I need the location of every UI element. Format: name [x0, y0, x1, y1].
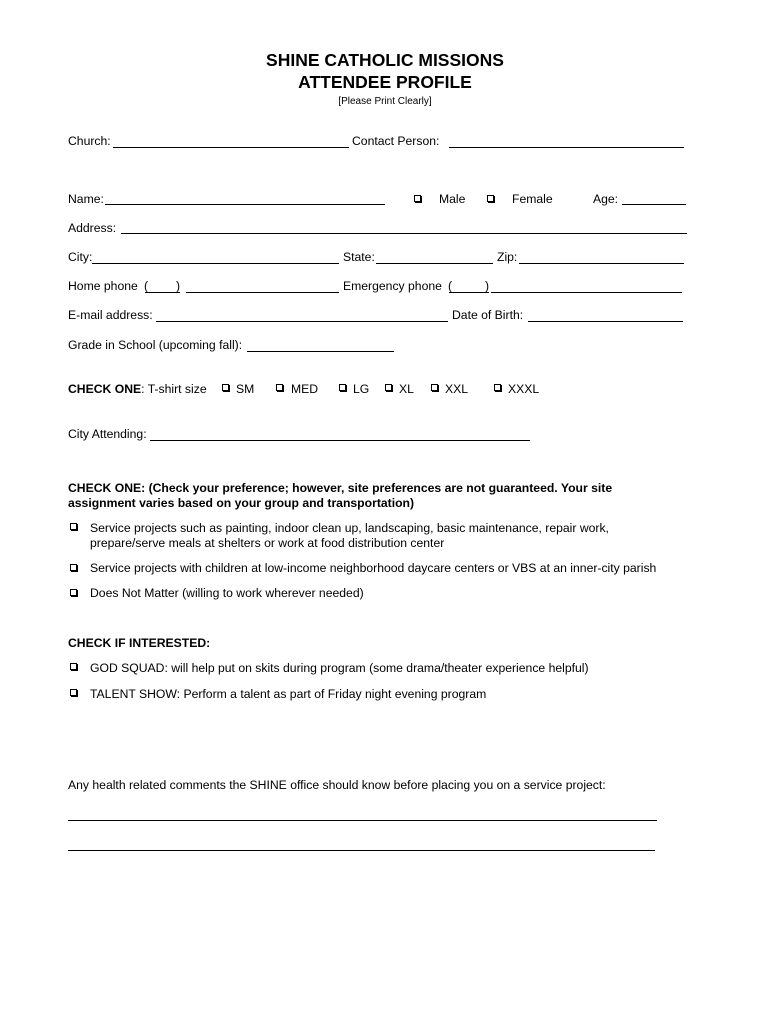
age-field[interactable] [622, 204, 686, 205]
home-phone-paren-close: ) [176, 279, 181, 293]
email-label: E-mail address: [68, 308, 153, 322]
grade-label: Grade in School (upcoming fall): [68, 338, 243, 352]
city-attending-field[interactable] [150, 440, 530, 441]
grade-field[interactable] [247, 351, 394, 352]
preference-option-1-checkbox[interactable] [70, 523, 77, 530]
preference-option-2-label: Service projects with children at low-income neighborhood daycare centers or VBS at an inner-city parish [90, 561, 657, 575]
tshirt-xxl-label: XXL [445, 382, 469, 396]
age-label: Age: [593, 192, 619, 206]
health-comments-line-2[interactable] [68, 850, 655, 851]
tshirt-med-label: MED [291, 382, 319, 396]
tshirt-lg-label: LG [353, 382, 370, 396]
female-checkbox[interactable] [487, 195, 494, 202]
health-comments-prompt: Any health related comments the SHINE office should know before placing you on a service project: [68, 778, 606, 792]
preference-heading-line2: assignment varies based on your group and transportation) [68, 496, 415, 510]
emergency-phone-field[interactable] [491, 292, 682, 293]
tshirt-label-bold: CHECK ONE [68, 382, 142, 396]
home-phone-label: Home phone [68, 279, 138, 293]
preference-option-2-checkbox[interactable] [70, 564, 77, 571]
emergency-phone-label: Emergency phone [343, 279, 442, 293]
city-field[interactable] [92, 263, 339, 264]
talent-show-checkbox[interactable] [70, 689, 77, 696]
name-field[interactable] [105, 204, 385, 205]
tshirt-xxl-checkbox[interactable] [431, 384, 438, 391]
health-comments-line-1[interactable] [68, 820, 657, 821]
emergency-phone-paren-open: ( [448, 279, 453, 293]
zip-field[interactable] [519, 263, 684, 264]
tshirt-label [68, 382, 207, 396]
home-phone-field[interactable] [186, 292, 339, 293]
female-label: Female [512, 192, 553, 206]
god-squad-label: GOD SQUAD: will help put on skits during program (some drama/theater experience helpful) [90, 661, 589, 675]
tshirt-xl-checkbox[interactable] [385, 384, 392, 391]
form-title-line1: SHINE CATHOLIC MISSIONS [266, 50, 504, 70]
interests-heading: CHECK IF INTERESTED: [68, 636, 211, 650]
state-label: State: [343, 250, 375, 264]
address-label: Address: [68, 221, 117, 235]
preference-heading-line1: CHECK ONE: (Check your preference; however, site preferences are not guaranteed. Your site [68, 481, 613, 495]
talent-show-label: TALENT SHOW: Perform a talent as part of Friday night evening program [90, 687, 487, 701]
church-field[interactable] [113, 147, 349, 148]
contact-person-label: Contact Person: [352, 134, 440, 148]
tshirt-med-checkbox[interactable] [276, 384, 283, 391]
form-title-line2: ATTENDEE PROFILE [298, 72, 472, 92]
dob-field[interactable] [528, 321, 683, 322]
tshirt-sm-checkbox[interactable] [222, 384, 229, 391]
city-attending-label: City Attending: [68, 427, 147, 441]
tshirt-sm-label: SM [236, 382, 255, 396]
tshirt-xxxl-checkbox[interactable] [494, 384, 501, 391]
home-phone-paren-open: ( [144, 279, 149, 293]
email-field[interactable] [156, 321, 448, 322]
name-label: Name: [68, 192, 104, 206]
tshirt-label-rest: : T-shirt size [141, 382, 207, 396]
emergency-phone-paren-close: ) [485, 279, 490, 293]
emergency-phone-area-code-field[interactable] [449, 292, 489, 293]
tshirt-xl-label: XL [399, 382, 414, 396]
contact-person-field[interactable] [449, 147, 684, 148]
god-squad-checkbox[interactable] [70, 663, 77, 670]
male-label: Male [439, 192, 466, 206]
church-label: Church: [68, 134, 111, 148]
tshirt-xxxl-label: XXXL [508, 382, 540, 396]
form-subtitle: [Please Print Clearly] [338, 96, 432, 107]
home-phone-area-code-field[interactable] [145, 292, 180, 293]
city-label: City: [68, 250, 93, 264]
tshirt-lg-checkbox[interactable] [339, 384, 346, 391]
preference-option-3-checkbox[interactable] [70, 589, 77, 596]
zip-label: Zip: [497, 250, 518, 264]
preference-option-1-line1: Service projects such as painting, indoor clean up, landscaping, basic maintenance, repair work, [90, 521, 609, 535]
male-checkbox[interactable] [414, 195, 421, 202]
dob-label: Date of Birth: [452, 308, 524, 322]
address-field[interactable] [121, 233, 687, 234]
preference-option-1-line2: prepare/serve meals at shelters or work at food distribution center [90, 536, 445, 550]
state-field[interactable] [376, 263, 493, 264]
preference-option-3-label: Does Not Matter (willing to work wherever needed) [90, 586, 364, 600]
